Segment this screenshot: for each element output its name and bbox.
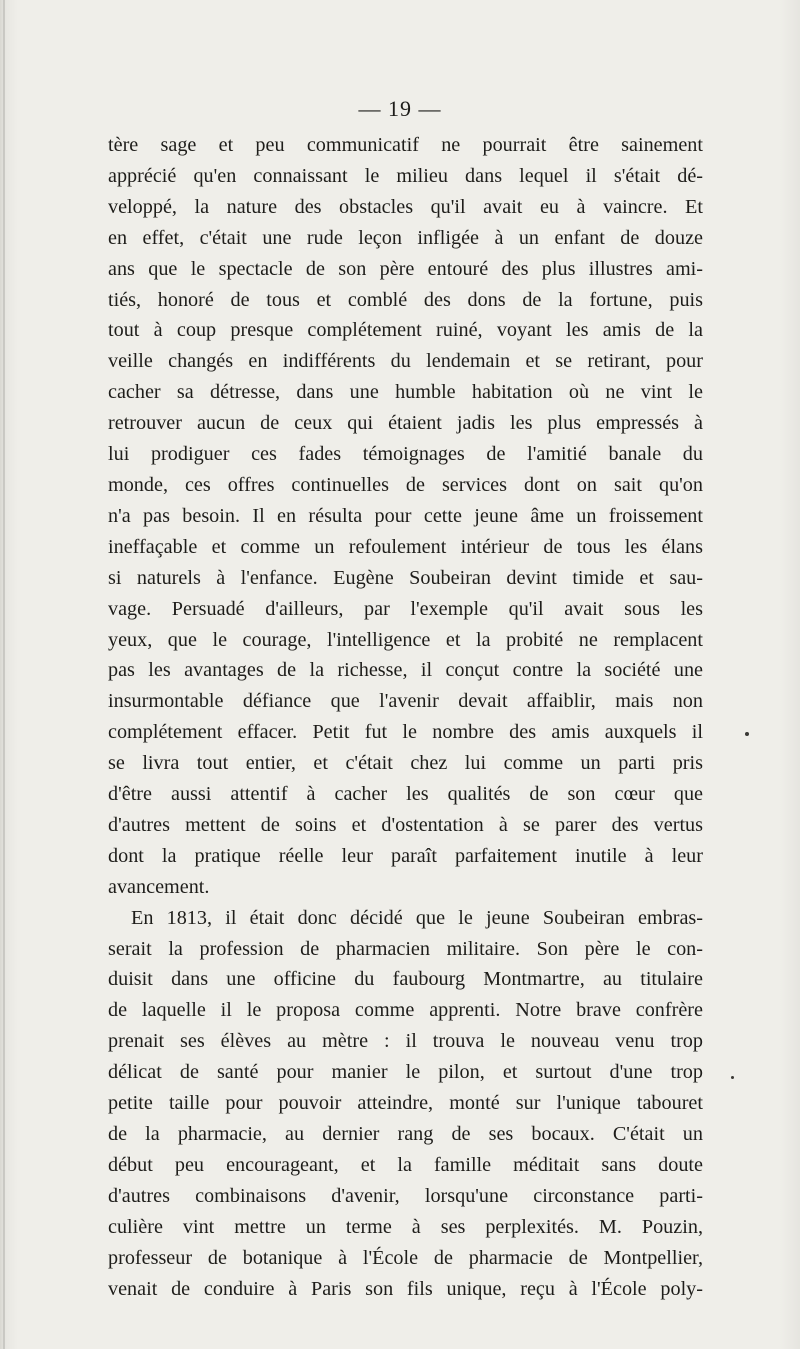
text-line: tiés, honoré de tous et comblé des dons de la fortune, puis xyxy=(108,288,703,311)
text-line: professeur de botanique à l'École de pharmacie de Montpellier, xyxy=(108,1246,703,1269)
text-line: monde, ces offres continuelles de services dont on sait qu'on xyxy=(108,473,703,496)
text-line: pas les avantages de la richesse, il conçut contre la société une xyxy=(108,659,703,682)
ink-speck xyxy=(731,1076,734,1079)
body-text xyxy=(108,130,703,1304)
page-gutter xyxy=(3,0,5,1349)
text-line: petite taille pour pouvoir atteindre, monté sur l'unique tabouret xyxy=(108,1092,703,1115)
text-line: duisit dans une officine du faubourg Montmartre, au titulaire xyxy=(108,968,703,991)
text-line: prenait ses élèves au mètre : il trouva le nouveau venu trop xyxy=(108,1030,703,1053)
text-line: veille changés en indifférents du lendemain et se retirant, pour xyxy=(108,350,703,373)
paragraph-start-line: En 1813, il était donc décidé que le jeune Soubeiran embras- xyxy=(131,906,703,929)
text-line: si naturels à l'enfance. Eugène Soubeiran devint timide et sau- xyxy=(108,566,703,589)
text-line: se livra tout entier, et c'était chez lui comme un parti pris xyxy=(108,752,703,775)
text-line: yeux, que le courage, l'intelligence et la probité ne remplacent xyxy=(108,628,703,651)
text-line: vage. Persuadé d'ailleurs, par l'exemple qu'il avait sous les xyxy=(108,597,703,620)
page-number: — 19 — xyxy=(358,96,442,121)
text-line: complétement effacer. Petit fut le nombre des amis auxquels il xyxy=(108,721,703,744)
text-line: en effet, c'était une rude leçon infligée à un enfant de douze xyxy=(108,226,703,249)
text-line: n'a pas besoin. Il en résulta pour cette jeune âme un froissement xyxy=(108,504,703,527)
text-line: veloppé, la nature des obstacles qu'il avait eu à vaincre. Et xyxy=(108,195,703,218)
text-line: de laquelle il le proposa comme apprenti. Notre brave confrère xyxy=(108,999,703,1022)
text-line: tout à coup presque complétement ruiné, voyant les amis de la xyxy=(108,319,703,342)
text-line: début peu encourageant, et la famille méditait sans doute xyxy=(108,1153,703,1176)
ink-speck xyxy=(745,732,749,736)
text-line: retrouver aucun de ceux qui étaient jadis les plus empressés à xyxy=(108,412,703,435)
text-line: venait de conduire à Paris son fils unique, reçu à l'École poly- xyxy=(108,1277,703,1300)
text-line: dont la pratique réelle leur paraît parfaitement inutile à leur xyxy=(108,844,703,867)
text-line: tère sage et peu communicatif ne pourrait être sainement xyxy=(108,134,703,156)
text-line: cacher sa détresse, dans une humble habitation où ne vint le xyxy=(108,381,703,404)
text-line: de la pharmacie, au dernier rang de ses bocaux. C'était un xyxy=(108,1123,703,1145)
text-line: ans que le spectacle de son père entouré des plus illustres ami- xyxy=(108,257,703,280)
text-line: lui prodiguer ces fades témoignages de l'amitié banale du xyxy=(108,443,703,466)
text-line: serait la profession de pharmacien militaire. Son père le con- xyxy=(108,937,703,960)
paragraph-end-line: avancement. xyxy=(108,875,210,898)
text-line: culière vint mettre un terme à ses perplexités. M. Pouzin, xyxy=(108,1215,703,1238)
text-line: ineffaçable et comme un refoulement intérieur de tous les élans xyxy=(108,535,703,558)
text-line: d'autres combinaisons d'avenir, lorsqu'une circonstance parti- xyxy=(108,1184,703,1207)
text-line: apprécié qu'en connaissant le milieu dans lequel il s'était dé- xyxy=(108,164,703,187)
text-line: délicat de santé pour manier le pilon, et surtout d'une trop xyxy=(108,1061,703,1084)
text-line: insurmontable défiance que l'avenir devait affaiblir, mais non xyxy=(108,690,703,713)
text-line: d'autres mettent de soins et d'ostentation à se parer des vertus xyxy=(108,813,703,836)
text-line: d'être aussi attentif à cacher les qualités de son cœur que xyxy=(108,783,703,806)
